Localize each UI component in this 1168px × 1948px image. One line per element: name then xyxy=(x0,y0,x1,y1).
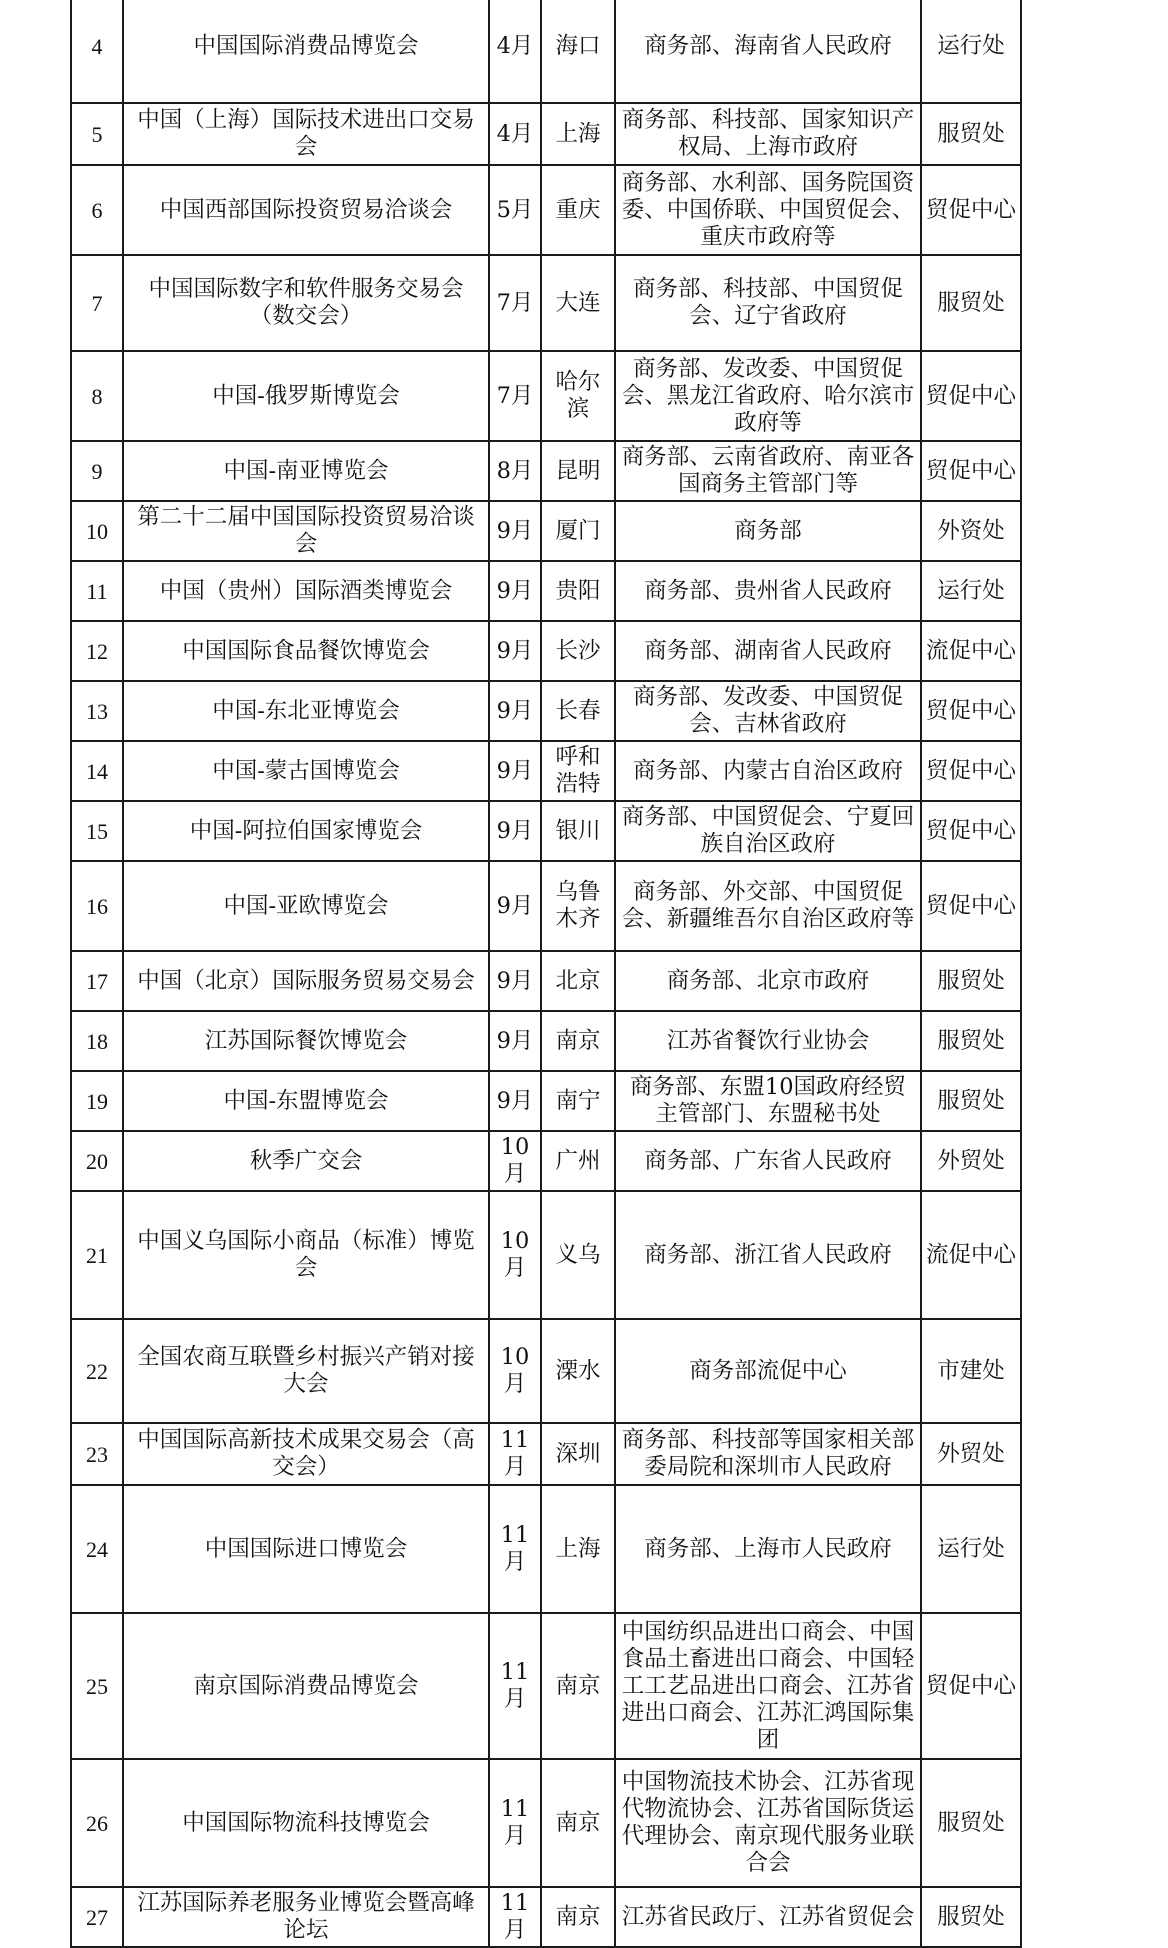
table-row xyxy=(71,621,1021,681)
row-number: 5 xyxy=(71,103,123,165)
exhibition-name: 中国国际食品餐饮博览会 xyxy=(123,621,489,681)
exhibition-organizer: 商务部、上海市人民政府 xyxy=(615,1485,921,1613)
exhibition-name: 江苏国际餐饮博览会 xyxy=(123,1011,489,1071)
exhibition-organizer: 商务部、发改委、中国贸促会、吉林省政府 xyxy=(615,681,921,741)
row-number: 21 xyxy=(71,1191,123,1319)
exhibition-organizer: 商务部流促中心 xyxy=(615,1319,921,1423)
responsible-dept: 服贸处 xyxy=(921,1071,1021,1131)
table-row xyxy=(71,801,1021,861)
exhibition-month: 11月 xyxy=(489,1423,541,1485)
exhibition-month: 4月 xyxy=(489,103,541,165)
exhibition-name: 中国-东盟博览会 xyxy=(123,1071,489,1131)
table-row xyxy=(71,681,1021,741)
exhibition-month: 9月 xyxy=(489,861,541,951)
exhibition-name: 中国-俄罗斯博览会 xyxy=(123,351,489,441)
exhibition-city: 南京 xyxy=(541,1759,615,1887)
exhibition-city: 海口 xyxy=(541,0,615,103)
table-row xyxy=(71,1319,1021,1423)
responsible-dept: 贸促中心 xyxy=(921,351,1021,441)
responsible-dept: 贸促中心 xyxy=(921,861,1021,951)
exhibition-city: 深圳 xyxy=(541,1423,615,1485)
exhibition-organizer: 商务部、外交部、中国贸促会、新疆维吾尔自治区政府等 xyxy=(615,861,921,951)
responsible-dept: 运行处 xyxy=(921,0,1021,103)
exhibition-name: 中国国际消费品博览会 xyxy=(123,0,489,103)
table-row xyxy=(71,861,1021,951)
table-row xyxy=(71,351,1021,441)
row-number: 18 xyxy=(71,1011,123,1071)
responsible-dept: 服贸处 xyxy=(921,1011,1021,1071)
exhibition-name: 中国-蒙古国博览会 xyxy=(123,741,489,801)
row-number: 7 xyxy=(71,255,123,351)
exhibition-city: 大连 xyxy=(541,255,615,351)
exhibition-month: 11月 xyxy=(489,1613,541,1759)
exhibition-month: 9月 xyxy=(489,621,541,681)
exhibition-organizer: 商务部、科技部等国家相关部委局院和深圳市人民政府 xyxy=(615,1423,921,1485)
responsible-dept: 贸促中心 xyxy=(921,681,1021,741)
exhibition-organizer: 商务部、东盟10国政府经贸主管部门、东盟秘书处 xyxy=(615,1071,921,1131)
exhibition-name: 江苏国际养老服务业博览会暨高峰论坛 xyxy=(123,1887,489,1947)
exhibition-city: 重庆 xyxy=(541,165,615,255)
exhibition-name: 全国农商互联暨乡村振兴产销对接大会 xyxy=(123,1319,489,1423)
exhibition-name: 中国（上海）国际技术进出口交易会 xyxy=(123,103,489,165)
responsible-dept: 运行处 xyxy=(921,1485,1021,1613)
exhibition-month: 10月 xyxy=(489,1319,541,1423)
responsible-dept: 外贸处 xyxy=(921,1131,1021,1191)
exhibition-name: 中国国际数字和软件服务交易会（数交会） xyxy=(123,255,489,351)
responsible-dept: 外贸处 xyxy=(921,1423,1021,1485)
row-number: 23 xyxy=(71,1423,123,1485)
exhibition-city: 贵阳 xyxy=(541,561,615,621)
responsible-dept: 服贸处 xyxy=(921,1759,1021,1887)
exhibition-city: 长春 xyxy=(541,681,615,741)
row-number: 10 xyxy=(71,501,123,561)
exhibition-name: 中国-东北亚博览会 xyxy=(123,681,489,741)
responsible-dept: 贸促中心 xyxy=(921,801,1021,861)
exhibition-organizer: 商务部、科技部、国家知识产权局、上海市政府 xyxy=(615,103,921,165)
exhibition-city: 义乌 xyxy=(541,1191,615,1319)
exhibition-organizer: 商务部、内蒙古自治区政府 xyxy=(615,741,921,801)
exhibition-organizer: 商务部、科技部、中国贸促会、辽宁省政府 xyxy=(615,255,921,351)
responsible-dept: 流促中心 xyxy=(921,621,1021,681)
exhibition-name: 中国（贵州）国际酒类博览会 xyxy=(123,561,489,621)
exhibition-month: 9月 xyxy=(489,561,541,621)
table-row xyxy=(71,441,1021,501)
table-row xyxy=(71,1613,1021,1759)
exhibition-city: 长沙 xyxy=(541,621,615,681)
exhibition-organizer: 商务部、浙江省人民政府 xyxy=(615,1191,921,1319)
exhibition-month: 9月 xyxy=(489,501,541,561)
responsible-dept: 服贸处 xyxy=(921,951,1021,1011)
exhibition-organizer: 商务部、海南省人民政府 xyxy=(615,0,921,103)
row-number: 12 xyxy=(71,621,123,681)
responsible-dept: 服贸处 xyxy=(921,255,1021,351)
exhibition-city: 乌鲁木齐 xyxy=(541,861,615,951)
table-row xyxy=(71,1131,1021,1191)
responsible-dept: 外资处 xyxy=(921,501,1021,561)
exhibition-city: 溧水 xyxy=(541,1319,615,1423)
row-number: 17 xyxy=(71,951,123,1011)
exhibition-month: 11月 xyxy=(489,1759,541,1887)
table-row xyxy=(71,561,1021,621)
exhibition-organizer: 商务部、广东省人民政府 xyxy=(615,1131,921,1191)
responsible-dept: 贸促中心 xyxy=(921,1613,1021,1759)
exhibition-organizer: 商务部、中国贸促会、宁夏回族自治区政府 xyxy=(615,801,921,861)
exhibition-month: 9月 xyxy=(489,801,541,861)
exhibition-city: 北京 xyxy=(541,951,615,1011)
responsible-dept: 运行处 xyxy=(921,561,1021,621)
exhibition-city: 广州 xyxy=(541,1131,615,1191)
exhibition-organizer: 商务部、贵州省人民政府 xyxy=(615,561,921,621)
responsible-dept: 服贸处 xyxy=(921,103,1021,165)
exhibition-city: 南宁 xyxy=(541,1071,615,1131)
exhibition-city: 南京 xyxy=(541,1613,615,1759)
exhibition-name: 南京国际消费品博览会 xyxy=(123,1613,489,1759)
table-body xyxy=(71,0,1021,1947)
exhibition-month: 7月 xyxy=(489,351,541,441)
exhibition-city: 呼和浩特 xyxy=(541,741,615,801)
exhibition-month: 10月 xyxy=(489,1191,541,1319)
table-row xyxy=(71,1887,1021,1947)
row-number: 20 xyxy=(71,1131,123,1191)
responsible-dept: 流促中心 xyxy=(921,1191,1021,1319)
exhibition-city: 上海 xyxy=(541,1485,615,1613)
exhibition-month: 4月 xyxy=(489,0,541,103)
exhibition-organizer: 江苏省餐饮行业协会 xyxy=(615,1011,921,1071)
exhibition-month: 9月 xyxy=(489,681,541,741)
exhibition-organizer: 商务部、发改委、中国贸促会、黑龙江省政府、哈尔滨市政府等 xyxy=(615,351,921,441)
exhibition-organizer: 商务部 xyxy=(615,501,921,561)
exhibition-organizer: 商务部、北京市政府 xyxy=(615,951,921,1011)
table-row xyxy=(71,165,1021,255)
exhibition-city: 银川 xyxy=(541,801,615,861)
table-row xyxy=(71,1011,1021,1071)
table-row xyxy=(71,255,1021,351)
table-row xyxy=(71,951,1021,1011)
exhibition-month: 9月 xyxy=(489,951,541,1011)
responsible-dept: 贸促中心 xyxy=(921,441,1021,501)
exhibition-organizer: 商务部、云南省政府、南亚各国商务主管部门等 xyxy=(615,441,921,501)
row-number: 11 xyxy=(71,561,123,621)
row-number: 15 xyxy=(71,801,123,861)
table-row xyxy=(71,1071,1021,1131)
exhibition-table xyxy=(70,0,1022,1948)
exhibition-city: 昆明 xyxy=(541,441,615,501)
exhibition-city: 厦门 xyxy=(541,501,615,561)
exhibition-month: 10月 xyxy=(489,1131,541,1191)
exhibition-name: 秋季广交会 xyxy=(123,1131,489,1191)
exhibition-month: 9月 xyxy=(489,1011,541,1071)
table-row xyxy=(71,501,1021,561)
exhibition-city: 南京 xyxy=(541,1887,615,1947)
table-row xyxy=(71,103,1021,165)
exhibition-month: 5月 xyxy=(489,165,541,255)
table-row xyxy=(71,1423,1021,1485)
row-number: 4 xyxy=(71,0,123,103)
responsible-dept: 服贸处 xyxy=(921,1887,1021,1947)
exhibition-name: 中国-亚欧博览会 xyxy=(123,861,489,951)
responsible-dept: 市建处 xyxy=(921,1319,1021,1423)
exhibition-name: 中国国际进口博览会 xyxy=(123,1485,489,1613)
exhibition-organizer: 商务部、湖南省人民政府 xyxy=(615,621,921,681)
exhibition-city: 哈尔滨 xyxy=(541,351,615,441)
table-row xyxy=(71,741,1021,801)
table-row xyxy=(71,1191,1021,1319)
table-row xyxy=(71,0,1021,103)
exhibition-name: 中国-阿拉伯国家博览会 xyxy=(123,801,489,861)
exhibition-month: 9月 xyxy=(489,741,541,801)
exhibition-name: 中国国际物流科技博览会 xyxy=(123,1759,489,1887)
responsible-dept: 贸促中心 xyxy=(921,165,1021,255)
row-number: 25 xyxy=(71,1613,123,1759)
exhibition-city: 南京 xyxy=(541,1011,615,1071)
row-number: 16 xyxy=(71,861,123,951)
responsible-dept: 贸促中心 xyxy=(921,741,1021,801)
row-number: 6 xyxy=(71,165,123,255)
row-number: 24 xyxy=(71,1485,123,1613)
exhibition-organizer: 中国物流技术协会、江苏省现代物流协会、江苏省国际货运代理协会、南京现代服务业联合会 xyxy=(615,1759,921,1887)
exhibition-month: 9月 xyxy=(489,1071,541,1131)
exhibition-name: 第二十二届中国国际投资贸易洽谈会 xyxy=(123,501,489,561)
row-number: 26 xyxy=(71,1759,123,1887)
row-number: 13 xyxy=(71,681,123,741)
exhibition-city: 上海 xyxy=(541,103,615,165)
table-row xyxy=(71,1759,1021,1887)
row-number: 9 xyxy=(71,441,123,501)
exhibition-organizer: 中国纺织品进出口商会、中国食品土畜进出口商会、中国轻工工艺品进出口商会、江苏省进出口商会、江苏汇鸿国际集团 xyxy=(615,1613,921,1759)
exhibition-name: 中国西部国际投资贸易洽谈会 xyxy=(123,165,489,255)
exhibition-organizer: 商务部、水利部、国务院国资委、中国侨联、中国贸促会、重庆市政府等 xyxy=(615,165,921,255)
row-number: 27 xyxy=(71,1887,123,1947)
exhibition-month: 11月 xyxy=(489,1485,541,1613)
table-row xyxy=(71,1485,1021,1613)
row-number: 22 xyxy=(71,1319,123,1423)
row-number: 8 xyxy=(71,351,123,441)
exhibition-month: 11月 xyxy=(489,1887,541,1947)
row-number: 14 xyxy=(71,741,123,801)
exhibition-name: 中国国际高新技术成果交易会（高交会） xyxy=(123,1423,489,1485)
exhibition-organizer: 江苏省民政厅、江苏省贸促会 xyxy=(615,1887,921,1947)
row-number: 19 xyxy=(71,1071,123,1131)
exhibition-month: 8月 xyxy=(489,441,541,501)
exhibition-name: 中国（北京）国际服务贸易交易会 xyxy=(123,951,489,1011)
exhibition-month: 7月 xyxy=(489,255,541,351)
exhibition-name: 中国-南亚博览会 xyxy=(123,441,489,501)
exhibition-name: 中国义乌国际小商品（标准）博览会 xyxy=(123,1191,489,1319)
